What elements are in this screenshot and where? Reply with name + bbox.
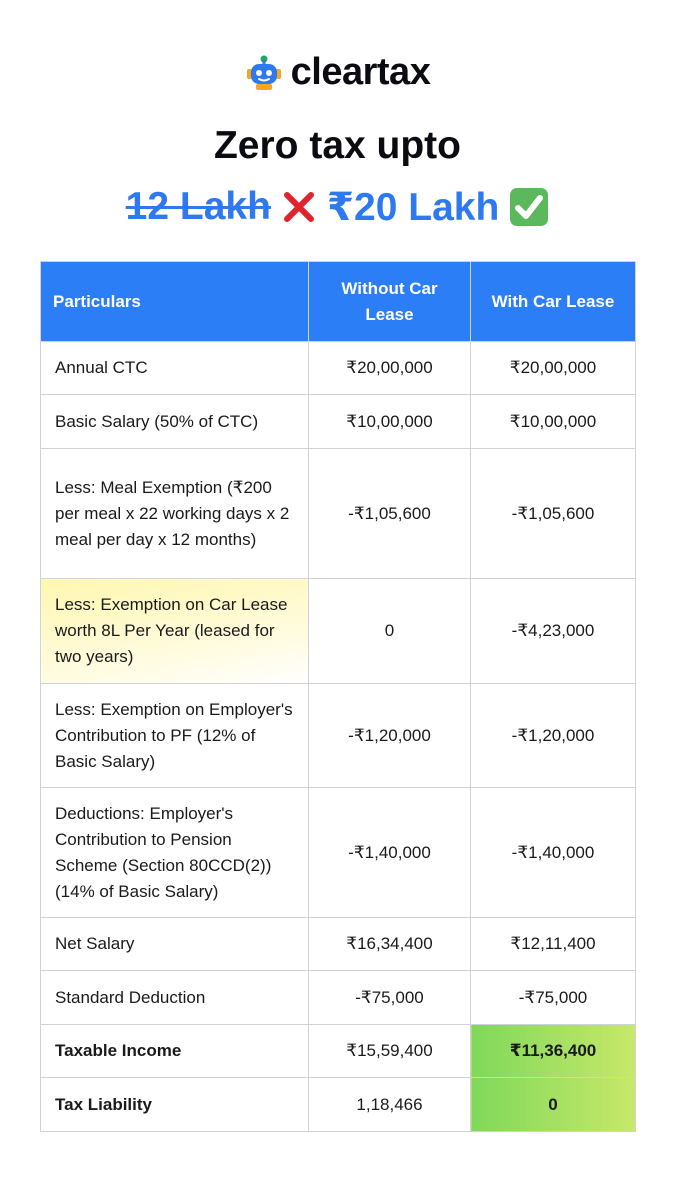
value-with: -₹1,40,000 xyxy=(471,788,636,918)
value-without: 0 xyxy=(309,579,471,684)
value-without: -₹1,05,600 xyxy=(309,449,471,579)
green-check-icon xyxy=(509,187,549,227)
robot-mascot-icon xyxy=(245,53,283,91)
value-without: ₹20,00,000 xyxy=(309,342,471,395)
row-label: Tax Liability xyxy=(41,1078,309,1132)
value-with-highlighted: ₹11,36,400 xyxy=(471,1025,636,1078)
row-label: Less: Exemption on Employer's Contribution to PF (12% of Basic Salary) xyxy=(41,684,309,788)
headline: Zero tax upto xyxy=(213,124,461,167)
table-row xyxy=(41,684,636,788)
old-limit: 12 Lakh xyxy=(125,185,271,228)
value-with: ₹10,00,000 xyxy=(471,395,636,449)
table-row xyxy=(41,449,636,579)
table-row xyxy=(41,971,636,1025)
row-label: Standard Deduction xyxy=(41,971,309,1025)
table-row xyxy=(41,1078,636,1132)
table-row xyxy=(41,395,636,449)
row-label-highlighted: Less: Exemption on Car Lease worth 8L Per Year (leased for two years) xyxy=(41,579,309,684)
value-without: 1,18,466 xyxy=(309,1078,471,1132)
value-with-highlighted: 0 xyxy=(471,1078,636,1132)
row-label: Annual CTC xyxy=(41,342,309,395)
table-row xyxy=(41,918,636,971)
header-particulars: Particulars xyxy=(41,262,309,342)
brand-name: cleartax xyxy=(290,50,431,93)
table-row xyxy=(41,1025,636,1078)
row-label: Basic Salary (50% of CTC) xyxy=(41,395,309,449)
header-without-car-lease: Without Car Lease xyxy=(309,262,471,342)
value-with: -₹1,20,000 xyxy=(471,684,636,788)
row-label: Less: Meal Exemption (₹200 per meal x 22 working days x 2 meal per day x 12 months) xyxy=(41,449,309,579)
row-label: Taxable Income xyxy=(41,1025,309,1078)
value-without: ₹10,00,000 xyxy=(309,395,471,449)
value-without: ₹15,59,400 xyxy=(309,1025,471,1078)
table-row xyxy=(41,342,636,395)
comparison-table xyxy=(40,261,636,1132)
red-x-icon xyxy=(281,189,317,225)
new-limit: ₹20 Lakh xyxy=(326,185,500,229)
value-with: ₹20,00,000 xyxy=(471,342,636,395)
table-header-row xyxy=(41,262,636,342)
value-with: -₹75,000 xyxy=(471,971,636,1025)
header-with-car-lease: With Car Lease xyxy=(471,262,636,342)
brand-logo xyxy=(0,50,675,94)
value-with: -₹1,05,600 xyxy=(471,449,636,579)
value-without: ₹16,34,400 xyxy=(309,918,471,971)
table-row xyxy=(41,579,636,684)
value-with: -₹4,23,000 xyxy=(471,579,636,684)
value-without: -₹75,000 xyxy=(309,971,471,1025)
table-row xyxy=(41,788,636,918)
value-without: -₹1,40,000 xyxy=(309,788,471,918)
value-without: -₹1,20,000 xyxy=(309,684,471,788)
row-label: Deductions: Employer's Contribution to Pension Scheme (Section 80CCD(2)) (14% of Basic Salary) xyxy=(41,788,309,918)
row-label: Net Salary xyxy=(41,918,309,971)
value-with: ₹12,11,400 xyxy=(471,918,636,971)
subline xyxy=(0,182,675,232)
